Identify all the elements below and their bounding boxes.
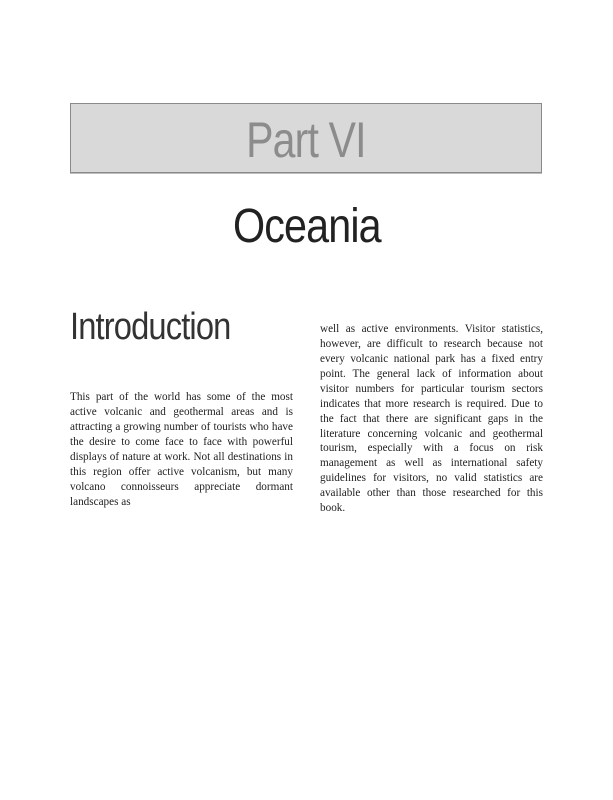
- chapter-title: [0, 200, 613, 253]
- section-heading: Introduction: [70, 306, 231, 348]
- body-column-right: well as active environments. Visitor statistics, however, are difficult to research because not every volcanic national park has a fixed entry point. The general lack of information about visitor numbers for particular tourism sectors indicates that more research is required. Due to the fact that there are significant gaps in the literature concerning volcanic and geothermal tourism, especially with a focus on risk management as well as international safety guidelines for visitors, no valid statistics are available other than those researched for this book.: [320, 323, 543, 515]
- body-column-left: This part of the world has some of the most active volcanic and geothermal areas and is attracting a growing number of tourists who have the desire to come face to face with powerful displays of nature at work. Not all destinations in this region offer active volcanism, but many volcano connoisseurs appreciate dormant landscapes as: [70, 391, 293, 508]
- part-banner: [70, 103, 542, 173]
- chapter-title-text: Oceania: [232, 200, 381, 253]
- part-label: Part VI: [246, 112, 366, 168]
